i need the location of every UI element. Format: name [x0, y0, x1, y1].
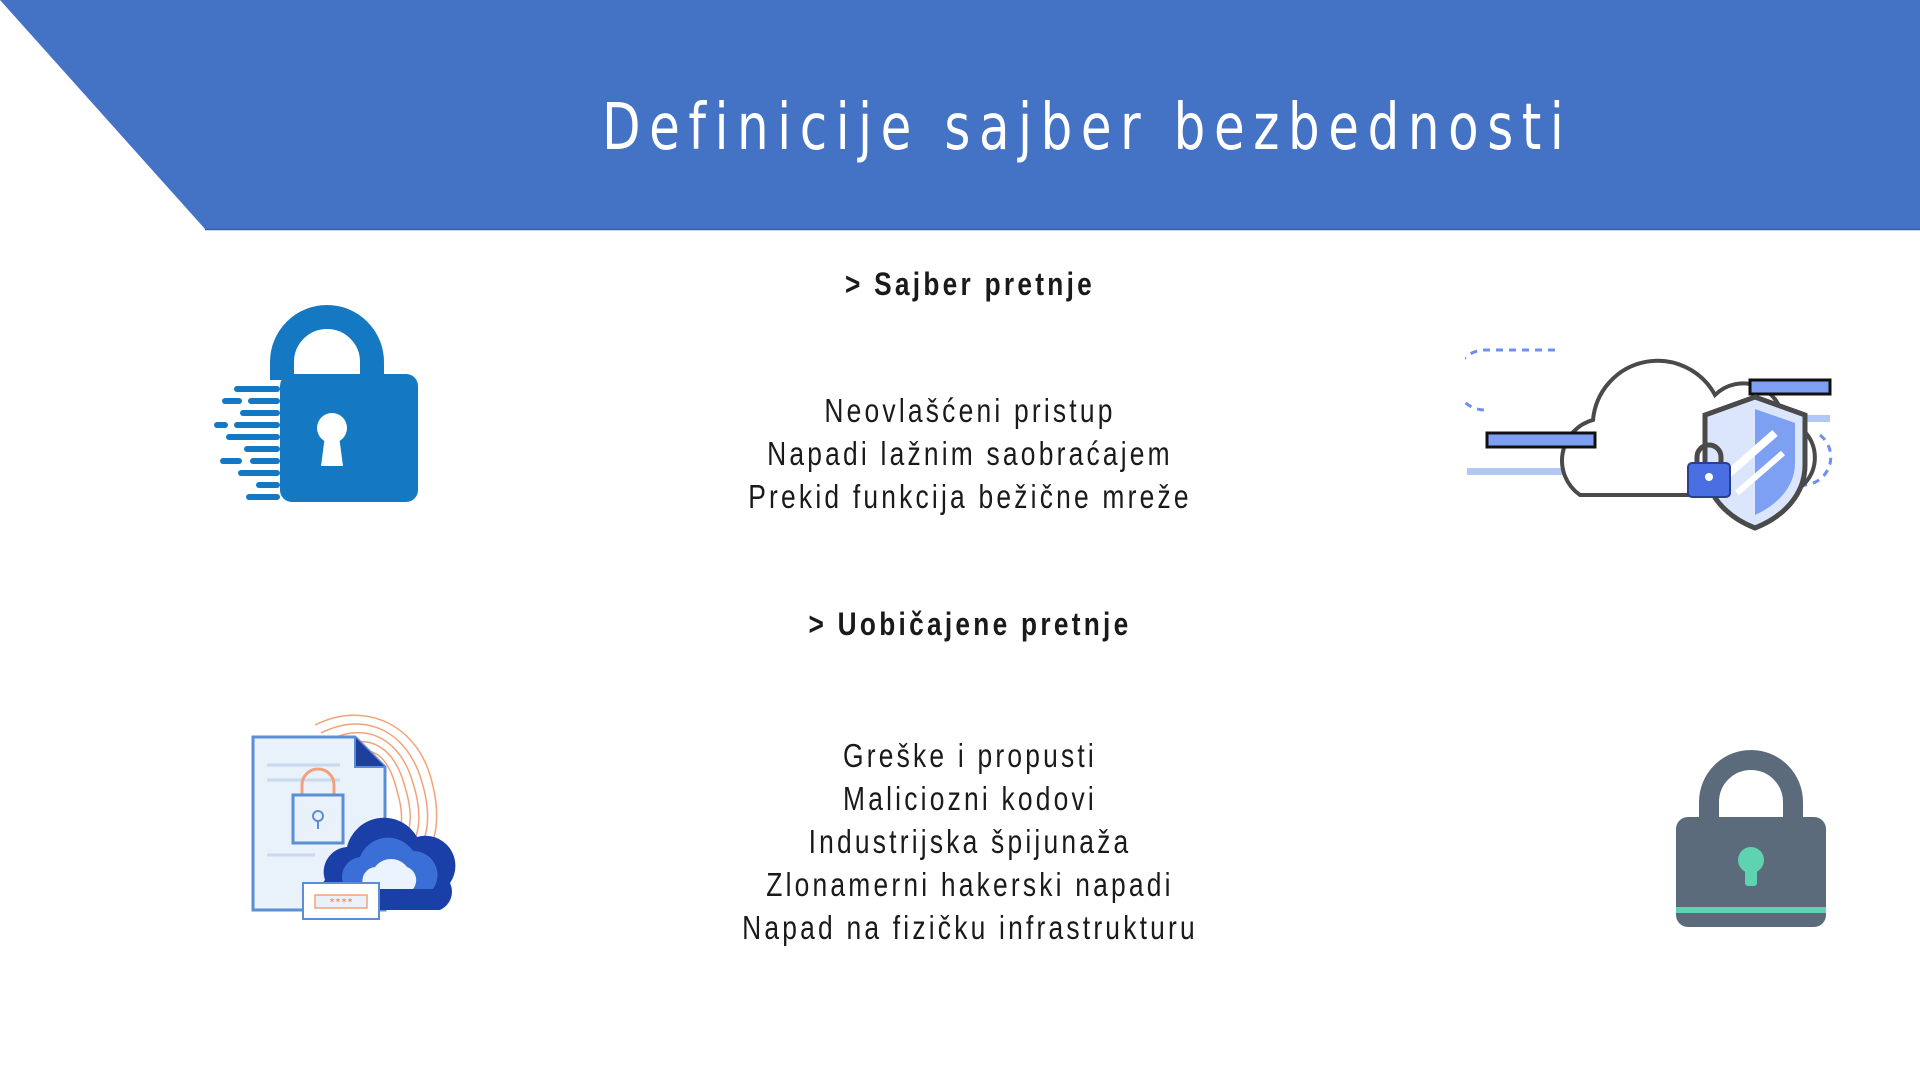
list-item: Prekid funkcija bežične mreže	[748, 478, 1192, 515]
list-item: Maliciozni kodovi	[843, 780, 1097, 817]
list-item: Industrijska špijunaža	[808, 823, 1132, 860]
list-item: Greške i propusti	[843, 737, 1097, 774]
list-item: Napad na fizičku infrastrukturu	[742, 909, 1198, 946]
list-item: Zlonamerni hakerski napadi	[766, 866, 1174, 903]
list-item: Napadi lažnim saobraćajem	[767, 435, 1173, 472]
cyber-threats-list	[520, 389, 1420, 518]
cloud-shield-icon	[1465, 325, 1845, 535]
slide-title: Definicije sajber bezbednosti	[602, 91, 1573, 165]
password-mask-text: ****	[328, 897, 354, 908]
open-padlock-icon	[1672, 742, 1832, 932]
list-item: Neovlašćeni pristup	[824, 392, 1116, 429]
section-heading-common-threats: > Uobičajene pretnje	[808, 606, 1132, 642]
section-heading-cyber-threats: > Sajber pretnje	[844, 266, 1096, 302]
common-threats-list	[520, 734, 1420, 949]
digital-padlock-icon	[210, 300, 420, 510]
secure-document-cloud-icon	[245, 705, 475, 925]
